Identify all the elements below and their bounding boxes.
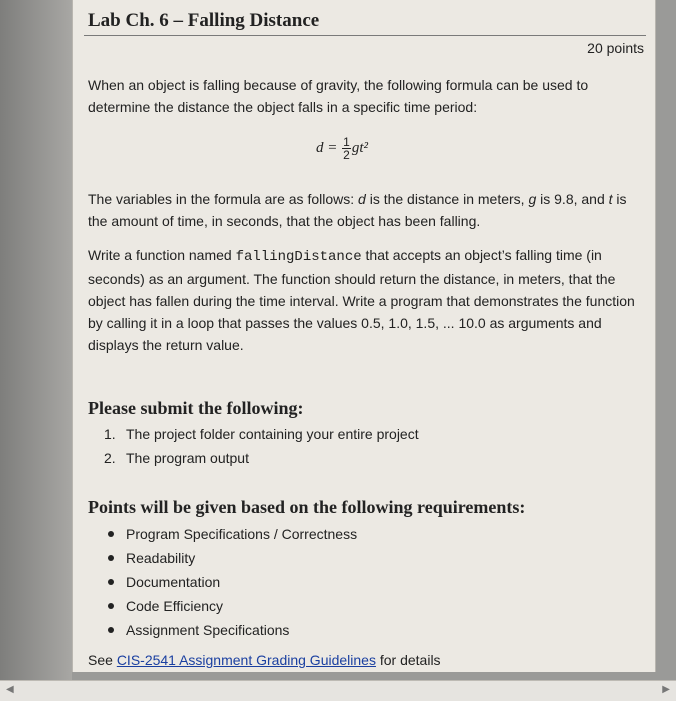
scroll-right-icon[interactable]: ▶ xyxy=(662,684,670,695)
list-item-label: Assignment Specifications xyxy=(126,622,290,638)
var-d-desc: is the distance in meters, xyxy=(365,191,529,207)
list-item xyxy=(104,618,357,642)
list-item-label: Readability xyxy=(126,550,196,566)
footer-prefix: See xyxy=(88,652,117,668)
submit-list xyxy=(104,422,419,470)
grading-guidelines-link[interactable]: CIS-2541 Assignment Grading Guidelines xyxy=(116,652,376,668)
list-item-label: Documentation xyxy=(126,574,221,590)
horizontal-scrollbar[interactable] xyxy=(0,680,676,701)
list-item xyxy=(104,522,357,546)
variables-paragraph xyxy=(88,188,644,232)
var-g-desc: is 9.8, and xyxy=(536,191,609,207)
task-paragraph xyxy=(88,244,644,356)
list-item xyxy=(104,546,357,570)
points-label: 20 points xyxy=(587,40,644,56)
page-shadow xyxy=(0,0,72,700)
formula-numerator: 1 xyxy=(343,135,350,149)
bullet-icon xyxy=(108,531,114,537)
var-t-desc: is the amount of time, in seconds, that the object has been falling. xyxy=(88,191,627,229)
list-item xyxy=(104,594,357,618)
scroll-left-icon[interactable]: ◀ xyxy=(6,684,14,695)
list-item xyxy=(104,422,419,446)
bullet-icon xyxy=(108,555,114,561)
formula-rhs: gt² xyxy=(351,139,368,156)
formula xyxy=(316,136,368,161)
list-item xyxy=(104,570,357,594)
var-t: t xyxy=(608,191,613,207)
requirements-heading: Points will be given based on the following requirements: xyxy=(88,497,526,517)
footer-note xyxy=(88,652,441,668)
list-number: 2. xyxy=(104,450,116,466)
title-divider xyxy=(84,35,646,36)
list-item xyxy=(104,446,419,470)
task-before: Write a function named xyxy=(88,247,236,263)
list-item-label: Code Efficiency xyxy=(126,598,224,614)
formula-lhs: d = xyxy=(316,139,338,156)
bullet-icon xyxy=(108,579,114,585)
formula-denominator: 2 xyxy=(343,148,350,162)
intro-paragraph: When an object is falling because of gravity, the following formula can be used to determine the distance the object falls in a specific time period: xyxy=(88,77,589,115)
list-number: 1. xyxy=(104,426,116,442)
bullet-icon xyxy=(108,603,114,609)
footer-suffix: for details xyxy=(375,652,441,668)
variables-prefix: The variables in the formula are as follows: xyxy=(88,191,359,207)
submit-heading: Please submit the following: xyxy=(88,398,304,418)
var-d: d xyxy=(358,191,366,207)
page-title: Lab Ch. 6 – Falling Distance xyxy=(88,10,320,31)
var-g: g xyxy=(528,191,537,207)
list-item-label: The project folder containing your entire project xyxy=(126,426,419,442)
task-after: that accepts an object’s falling time (in seconds) as an argument. The function should return the distance, in meters, that the object has fallen during the time interval. Write a program that demonstrates the function by calling it in a loop that passes the values 0.5, 1.0, 1.5, ... 10.0 as arguments and displays the return value. xyxy=(88,247,635,353)
bullet-icon xyxy=(108,627,114,633)
requirements-list xyxy=(104,522,357,642)
function-name: fallingDistance xyxy=(235,249,362,265)
list-item-label: The program output xyxy=(126,450,249,466)
formula-fraction xyxy=(342,136,351,161)
list-item-label: Program Specifications / Correctness xyxy=(126,526,358,542)
